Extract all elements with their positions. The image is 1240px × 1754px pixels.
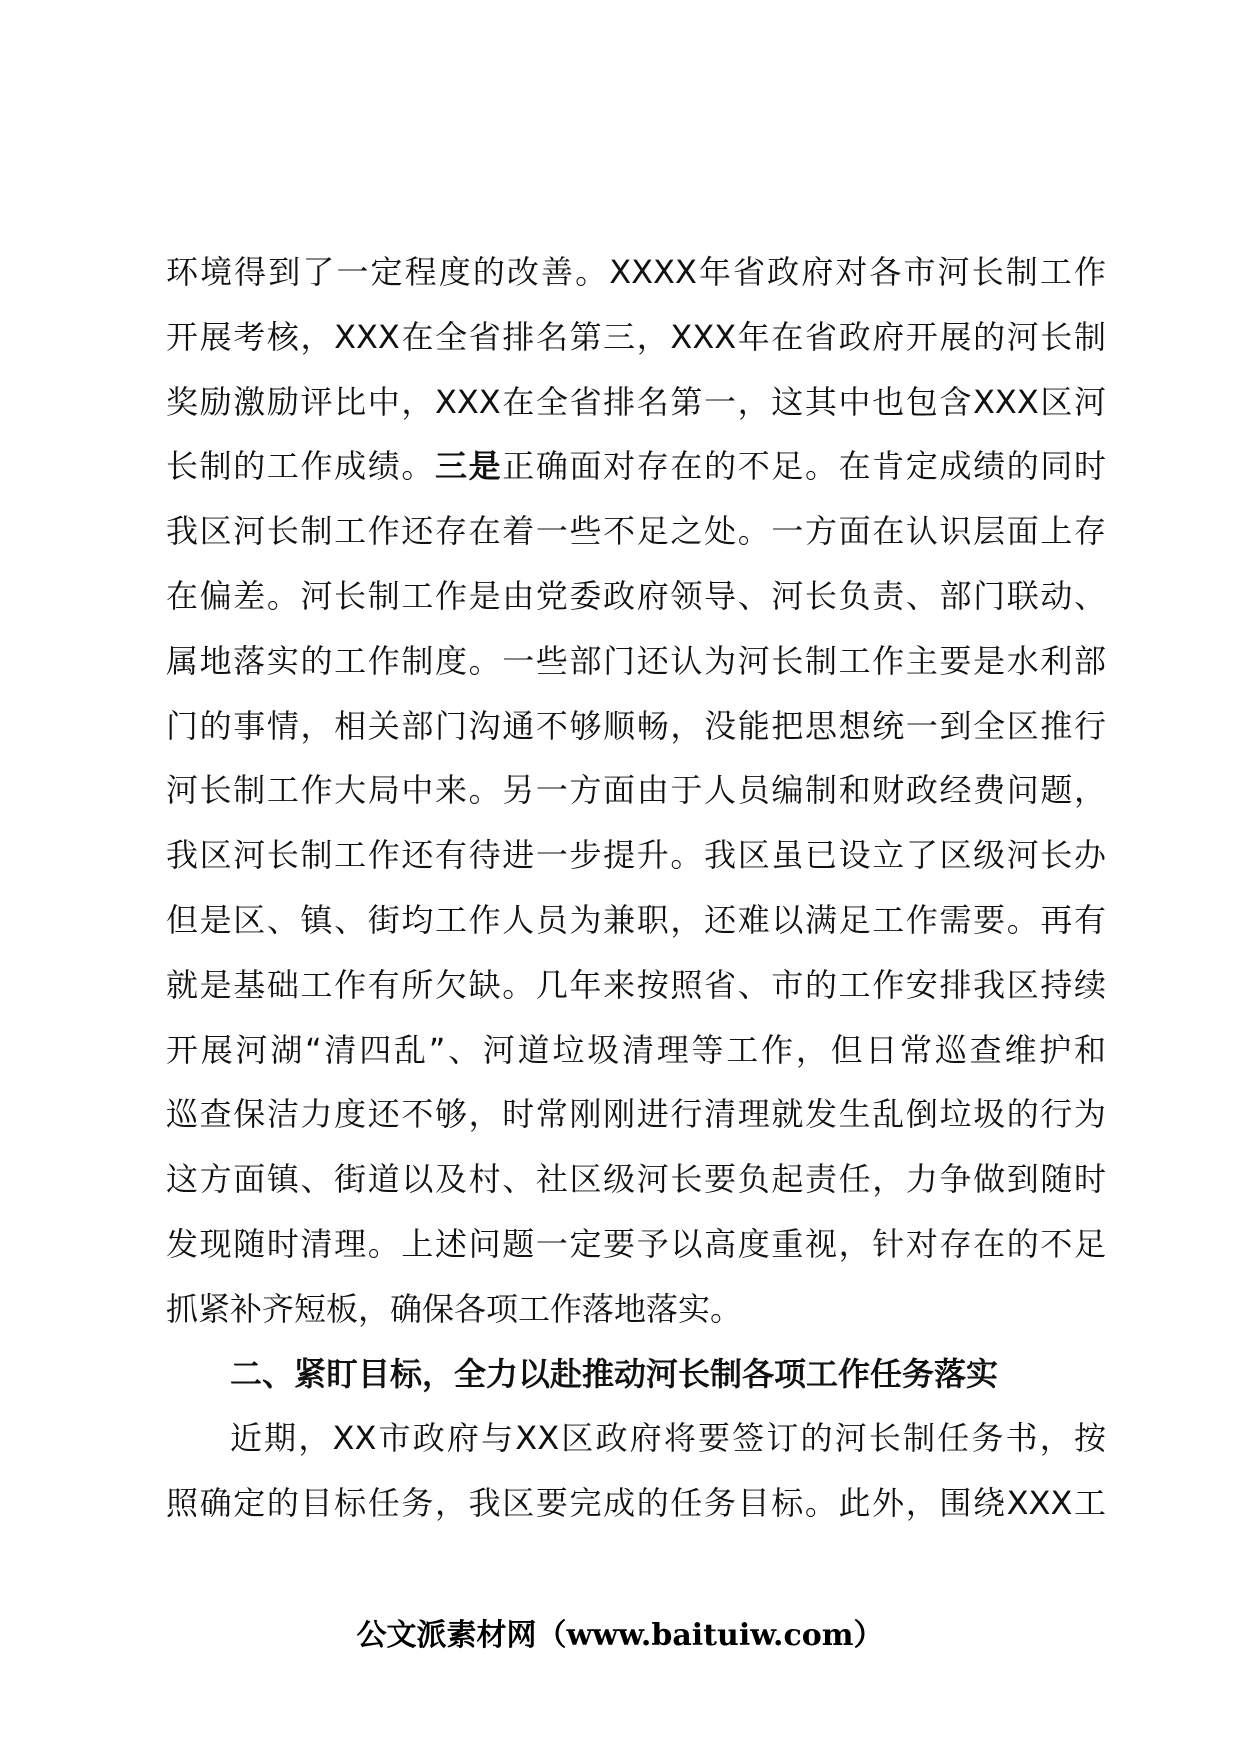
text-segment: 正确面对存在的不足。在肯定成绩的同时 — [502, 447, 1106, 486]
section-heading: 二、紧盯目标，全力以赴推动河长制各项工作任务落实 — [230, 1354, 999, 1393]
footer-watermark: 公文派素材网（www.baituiw.com） — [356, 1618, 884, 1653]
text-line: 近期，XX市政府与XX区政府将要签订的河长制任务书，按 — [230, 1419, 1106, 1458]
text-segment: 长制的工作成绩。 — [166, 447, 436, 486]
text-line: 门的事情，相关部门沟通不够顺畅，没能把思想统一到全区推行 — [166, 706, 1106, 745]
emphasis-label: 三是 — [435, 447, 503, 486]
body-text — [166, 240, 1106, 1536]
text-line: 照确定的目标任务，我区要完成的任务目标。此外，围绕XXX工 — [166, 1484, 1106, 1523]
text-line: 我区河长制工作还有待进一步提升。我区虽已设立了区级河长办 — [166, 836, 1106, 875]
text-line: 开展考核，XXX在全省排名第三，XXX年在省政府开展的河长制 — [166, 317, 1106, 356]
text-line: 开展河湖“清四乱”、河道垃圾清理等工作，但日常巡查维护和 — [166, 1030, 1106, 1069]
text-line: 我区河长制工作还存在着一些不足之处。一方面在认识层面上存 — [166, 512, 1106, 551]
text-line: 但是区、镇、街均工作人员为兼职，还难以满足工作需要。再有 — [166, 900, 1106, 939]
text-line: 抓紧补齐短板，确保各项工作落地落实。 — [166, 1289, 743, 1328]
text-line: 发现随时清理。上述问题一定要予以高度重视，针对存在的不足 — [166, 1224, 1106, 1263]
text-line — [166, 434, 1106, 499]
text-line: 在偏差。河长制工作是由党委政府领导、河长负责、部门联动、 — [166, 576, 1106, 615]
text-line: 属地落实的工作制度。一些部门还认为河长制工作主要是水利部 — [166, 641, 1106, 680]
text-line: 环境得到了一定程度的改善。XXXX年省政府对各市河长制工作 — [166, 253, 1106, 291]
text-line: 巡查保洁力度还不够，时常刚刚进行清理就发生乱倒垃圾的行为 — [166, 1095, 1106, 1134]
text-line: 就是基础工作有所欠缺。几年来按照省、市的工作安排我区持续 — [166, 965, 1106, 1004]
text-line: 奖励激励评比中，XXX在全省排名第一，这其中也包含XXX区河 — [166, 382, 1106, 421]
text-line: 这方面镇、街道以及村、社区级河长要负起责任，力争做到随时 — [166, 1160, 1106, 1199]
text-line: 河长制工作大局中来。另一方面由于人员编制和财政经费问题， — [166, 771, 1106, 810]
